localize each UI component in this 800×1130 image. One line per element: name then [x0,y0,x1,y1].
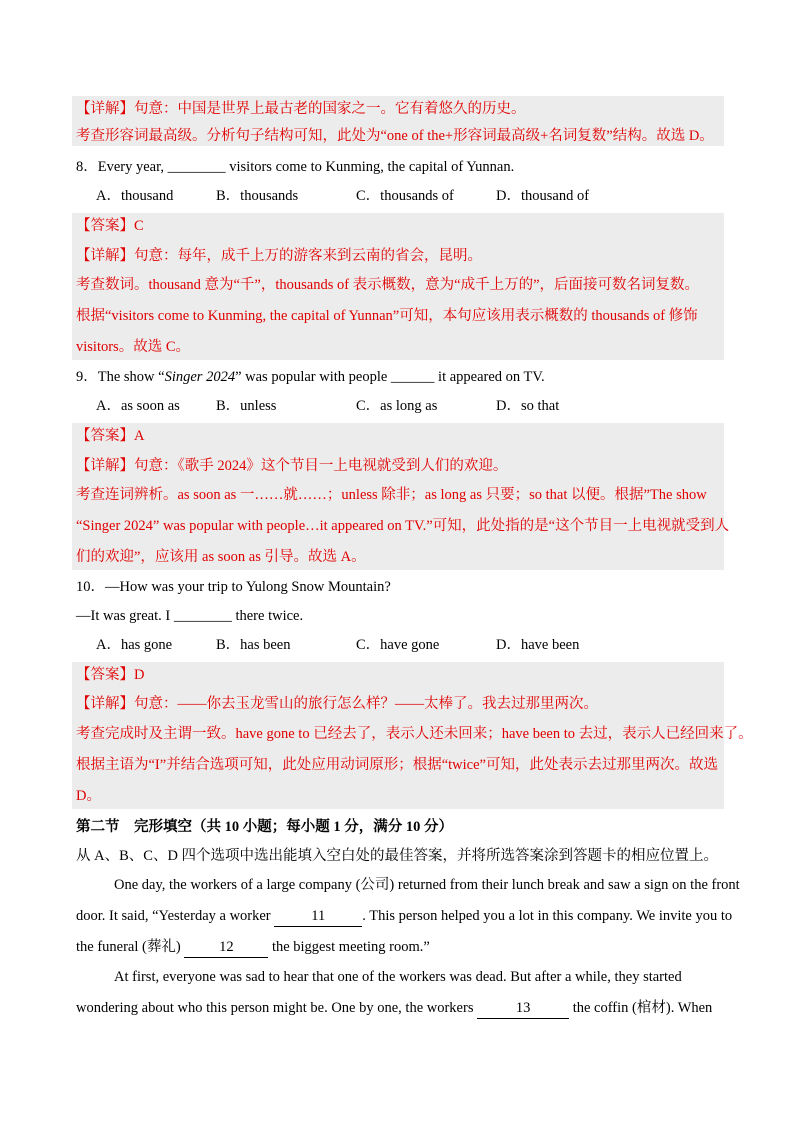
q8-blank: ________ [167,159,226,175]
q9-stem-italic: Singer 2024 [164,369,236,385]
passage-line-3-pre: the funeral (葬礼) [76,939,181,955]
q9-stem-post: it appeared on TV. [438,369,545,385]
q10-detail: 【详解】句意：——你去玉龙雪山的旅行怎么样？——太棒了。我去过那里两次。 [76,696,598,712]
q8-detail: 【详解】句意：每年，成千上万的游客来到云南的省会，昆明。 [76,248,482,264]
blank-13: 13 [477,998,569,1019]
q7-detail: 【详解】句意：中国是世界上最古老的国家之一。它有着悠久的历史。 [76,101,526,117]
q8-analysis-2: 根据“visitors come to Kunming, the capital of Yunnan”可知，本句应该用表示概数的 thousands of 修饰 [76,308,698,324]
blank-11: 11 [274,906,362,927]
q9-option-d: D．so that [496,398,560,414]
q8-option-c: C．thousands of [356,188,454,204]
passage-line-2-pre: door. It said, “Yesterday a worker [76,908,271,924]
q8-stem [76,157,724,177]
q10-analysis-3: D。 [76,788,101,804]
passage-line-1: One day, the workers of a large company (公司) returned from their lunch break and saw a sign on the front [114,877,740,893]
passage-line-5 [76,998,724,1019]
passage-line-4: At first, everyone was sad to hear that one of the workers was dead. But after a while, they started [114,969,682,985]
q9-blank: ______ [390,369,435,385]
q9-detail: 【详解】句意：《歌手 2024》这个节目一上电视就受到人们的欢迎。 [76,458,508,474]
q9-stem-pre: 9．The show “ [76,369,165,385]
q10-answer: 【答案】D [76,667,145,683]
q10-analysis-1: 考查完成时及主谓一致。have gone to 已经去了，表示人还未回来；have been to 去过，表示人已经回来了。 [76,726,753,742]
q8-analysis-3: visitors。故选 C。 [76,339,190,355]
q9-stem [76,367,724,387]
q10-stem-1: 10．—How was your trip to Yulong Snow Mountain? [76,579,391,595]
q8-option-a: A．thousand [96,188,174,204]
passage-line-5-pre: wondering about who this person might be. One by one, the workers [76,1000,474,1016]
q8-option-d: D．thousand of [496,188,590,204]
q10-stem-pre: —It was great. I [76,608,171,624]
q9-stem-mid: ” was popular with people [235,369,388,385]
q8-option-b: B．thousands [216,188,299,204]
q10-option-a: A．has gone [96,637,173,653]
q10-stem-post: there twice. [235,608,304,624]
passage-line-5-post: the coffin (棺材). When [572,1000,713,1016]
passage-line-2 [76,906,733,927]
section-instruction: 从 A、B、C、D 四个选项中选出能填入空白处的最佳答案，并将所选答案涂到答题卡的相应位置上。 [76,848,719,864]
passage-line-2-post: . This person helped you a lot in this company. We invite you to [362,908,733,924]
q9-answer: 【答案】A [76,428,145,444]
q10-option-c: C．have gone [356,637,440,653]
q10-option-d: D．have been [496,637,580,653]
q9-option-c: C．as long as [356,398,438,414]
q10-stem-2 [76,606,724,626]
q9-analysis-3: 们的欢迎”，应该用 as soon as 引导。故选 A。 [76,549,366,565]
q10-option-b: B．has been [216,637,291,653]
q9-option-a: A．as soon as [96,398,180,414]
passage-line-3 [76,937,724,958]
q8-stem-pre: 8．Every year, [76,159,164,175]
q9-analysis-2: “Singer 2024” was popular with people…it appeared on TV.”可知，此处指的是“这个节目一上电视就受到人 [76,518,730,534]
q8-stem-post: visitors come to Kunming, the capital of Yunnan. [229,159,515,175]
q7-analysis: 考查形容词最高级。分析句子结构可知，此处为“one of the+形容词最高级+名词复数”结构。故选 D。 [76,128,714,144]
q8-answer: 【答案】C [76,218,144,234]
q9-analysis-1: 考查连词辨析。as soon as 一……就……；unless 除非；as long as 只要；so that 以便。根据”The show [76,487,707,503]
q9-option-b: B．unless [216,398,277,414]
q10-blank: ________ [173,608,232,624]
passage-line-3-post: the biggest meeting room.” [271,939,430,955]
section-title: 第二节 完形填空（共 10 小题；每小题 1 分，满分 10 分） [76,819,453,835]
q10-analysis-2: 根据主语为“I”并结合选项可知，此处应用动词原形；根据“twice”可知，此处表示去过那里两次。故选 [76,757,718,773]
q8-analysis-1: 考查数词。thousand 意为“千”，thousands of 表示概数，意为“成千上万的”，后面接可数名词复数。 [76,277,700,293]
blank-12: 12 [184,937,268,958]
